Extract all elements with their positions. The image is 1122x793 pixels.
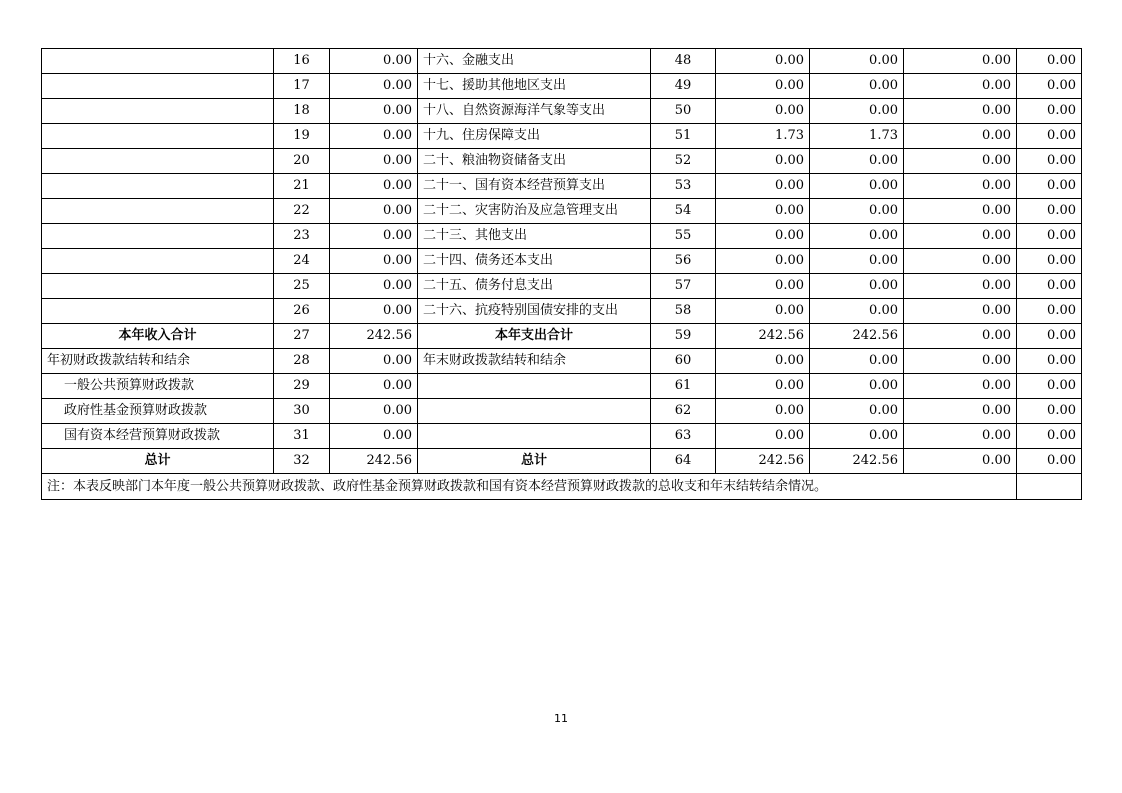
state-capital-cell: 0.00	[1017, 74, 1082, 99]
income-amount-cell: 0.00	[330, 49, 418, 74]
expense-item-cell: 十七、援助其他地区支出	[418, 74, 651, 99]
page-number: 11	[554, 712, 568, 725]
expense-item-cell: 十六、金融支出	[418, 49, 651, 74]
expense-total-cell: 0.00	[716, 224, 810, 249]
income-line-number-cell: 19	[274, 124, 330, 149]
state-capital-cell: 0.00	[1017, 299, 1082, 324]
income-item-cell	[42, 99, 274, 124]
income-line-number-cell: 20	[274, 149, 330, 174]
expense-line-number-cell: 61	[651, 374, 716, 399]
government-fund-cell: 0.00	[904, 99, 1017, 124]
general-budget-cell: 0.00	[810, 249, 904, 274]
expense-total-cell: 0.00	[716, 74, 810, 99]
income-line-number-cell: 16	[274, 49, 330, 74]
expense-line-number-cell: 58	[651, 299, 716, 324]
table-row	[42, 349, 1082, 374]
table-row	[42, 124, 1082, 149]
state-capital-cell: 0.00	[1017, 274, 1082, 299]
state-capital-cell: 0.00	[1017, 349, 1082, 374]
income-line-number-cell: 30	[274, 399, 330, 424]
income-line-number-cell: 18	[274, 99, 330, 124]
government-fund-cell: 0.00	[904, 224, 1017, 249]
income-amount-cell: 0.00	[330, 124, 418, 149]
note-blank-cell	[1017, 474, 1082, 500]
table-note: 注：本表反映部门本年度一般公共预算财政拨款、政府性基金预算财政拨款和国有资本经营预算财政拨款的总收支和年末结转结余情况。	[42, 474, 1017, 500]
income-item-cell	[42, 224, 274, 249]
income-amount-cell: 0.00	[330, 99, 418, 124]
table-row	[42, 199, 1082, 224]
state-capital-cell: 0.00	[1017, 49, 1082, 74]
income-item-cell	[42, 249, 274, 274]
income-line-number-cell: 29	[274, 374, 330, 399]
expense-total-cell: 0.00	[716, 349, 810, 374]
general-budget-cell: 242.56	[810, 449, 904, 474]
state-capital-cell: 0.00	[1017, 399, 1082, 424]
expense-item-cell: 二十四、债务还本支出	[418, 249, 651, 274]
expense-line-number-cell: 59	[651, 324, 716, 349]
government-fund-cell: 0.00	[904, 324, 1017, 349]
expense-item-cell: 本年支出合计	[418, 324, 651, 349]
expense-total-cell: 0.00	[716, 149, 810, 174]
income-line-number-cell: 17	[274, 74, 330, 99]
expense-total-cell: 0.00	[716, 399, 810, 424]
expense-item-cell: 十九、住房保障支出	[418, 124, 651, 149]
income-line-number-cell: 32	[274, 449, 330, 474]
expense-total-cell: 1.73	[716, 124, 810, 149]
government-fund-cell: 0.00	[904, 124, 1017, 149]
expense-total-cell: 0.00	[716, 274, 810, 299]
general-budget-cell: 0.00	[810, 149, 904, 174]
expense-total-cell: 0.00	[716, 299, 810, 324]
state-capital-cell: 0.00	[1017, 424, 1082, 449]
expense-item-cell: 年末财政拨款结转和结余	[418, 349, 651, 374]
table-row	[42, 174, 1082, 199]
income-amount-cell: 0.00	[330, 349, 418, 374]
government-fund-cell: 0.00	[904, 449, 1017, 474]
expense-item-cell	[418, 374, 651, 399]
expense-line-number-cell: 54	[651, 199, 716, 224]
state-capital-cell: 0.00	[1017, 199, 1082, 224]
expense-line-number-cell: 56	[651, 249, 716, 274]
table-row	[42, 74, 1082, 99]
expense-line-number-cell: 52	[651, 149, 716, 174]
expense-line-number-cell: 53	[651, 174, 716, 199]
state-capital-cell: 0.00	[1017, 174, 1082, 199]
expense-total-cell: 0.00	[716, 174, 810, 199]
expense-line-number-cell: 63	[651, 424, 716, 449]
government-fund-cell: 0.00	[904, 424, 1017, 449]
table-row	[42, 399, 1082, 424]
expense-total-cell: 0.00	[716, 199, 810, 224]
expense-item-cell	[418, 424, 651, 449]
income-amount-cell: 242.56	[330, 449, 418, 474]
expense-total-cell: 0.00	[716, 374, 810, 399]
state-capital-cell: 0.00	[1017, 324, 1082, 349]
income-item-cell: 总计	[42, 449, 274, 474]
state-capital-cell: 0.00	[1017, 224, 1082, 249]
income-item-cell: 一般公共预算财政拨款	[42, 374, 274, 399]
income-line-number-cell: 24	[274, 249, 330, 274]
note-row	[42, 474, 1082, 500]
table-row	[42, 324, 1082, 349]
government-fund-cell: 0.00	[904, 374, 1017, 399]
expense-line-number-cell: 55	[651, 224, 716, 249]
general-budget-cell: 0.00	[810, 199, 904, 224]
income-line-number-cell: 26	[274, 299, 330, 324]
general-budget-cell: 0.00	[810, 299, 904, 324]
general-budget-cell: 0.00	[810, 349, 904, 374]
table-body	[42, 49, 1082, 474]
income-item-cell	[42, 49, 274, 74]
government-fund-cell: 0.00	[904, 349, 1017, 374]
expense-line-number-cell: 62	[651, 399, 716, 424]
government-fund-cell: 0.00	[904, 399, 1017, 424]
general-budget-cell: 242.56	[810, 324, 904, 349]
table-row	[42, 49, 1082, 74]
table-row	[42, 149, 1082, 174]
expense-total-cell: 0.00	[716, 249, 810, 274]
income-amount-cell: 0.00	[330, 224, 418, 249]
general-budget-cell: 0.00	[810, 49, 904, 74]
income-line-number-cell: 22	[274, 199, 330, 224]
income-amount-cell: 242.56	[330, 324, 418, 349]
income-item-cell	[42, 199, 274, 224]
expense-line-number-cell: 50	[651, 99, 716, 124]
general-budget-cell: 0.00	[810, 374, 904, 399]
expense-item-cell: 二十三、其他支出	[418, 224, 651, 249]
expense-item-cell: 十八、自然资源海洋气象等支出	[418, 99, 651, 124]
general-budget-cell: 0.00	[810, 424, 904, 449]
income-item-cell: 国有资本经营预算财政拨款	[42, 424, 274, 449]
income-line-number-cell: 31	[274, 424, 330, 449]
expense-line-number-cell: 51	[651, 124, 716, 149]
table-row	[42, 224, 1082, 249]
expense-item-cell: 二十、粮油物资储备支出	[418, 149, 651, 174]
expense-total-cell: 0.00	[716, 49, 810, 74]
expense-item-cell: 二十六、抗疫特别国债安排的支出	[418, 299, 651, 324]
income-item-cell	[42, 74, 274, 99]
state-capital-cell: 0.00	[1017, 149, 1082, 174]
government-fund-cell: 0.00	[904, 249, 1017, 274]
income-line-number-cell: 21	[274, 174, 330, 199]
general-budget-cell: 0.00	[810, 274, 904, 299]
government-fund-cell: 0.00	[904, 299, 1017, 324]
general-budget-cell: 0.00	[810, 74, 904, 99]
income-line-number-cell: 27	[274, 324, 330, 349]
income-line-number-cell: 23	[274, 224, 330, 249]
income-amount-cell: 0.00	[330, 399, 418, 424]
expense-item-cell: 二十一、国有资本经营预算支出	[418, 174, 651, 199]
income-item-cell	[42, 274, 274, 299]
income-amount-cell: 0.00	[330, 149, 418, 174]
general-budget-cell: 0.00	[810, 399, 904, 424]
table-row	[42, 249, 1082, 274]
expense-item-cell: 二十二、灾害防治及应急管理支出	[418, 199, 651, 224]
expense-item-cell	[418, 399, 651, 424]
general-budget-cell: 0.00	[810, 99, 904, 124]
expense-total-cell: 0.00	[716, 99, 810, 124]
income-amount-cell: 0.00	[330, 424, 418, 449]
income-item-cell	[42, 174, 274, 199]
income-line-number-cell: 28	[274, 349, 330, 374]
table-row	[42, 299, 1082, 324]
table-row	[42, 274, 1082, 299]
table-row	[42, 424, 1082, 449]
income-amount-cell: 0.00	[330, 274, 418, 299]
table-row	[42, 374, 1082, 399]
income-amount-cell: 0.00	[330, 249, 418, 274]
general-budget-cell: 0.00	[810, 224, 904, 249]
expense-total-cell: 242.56	[716, 324, 810, 349]
income-item-cell: 政府性基金预算财政拨款	[42, 399, 274, 424]
government-fund-cell: 0.00	[904, 74, 1017, 99]
government-fund-cell: 0.00	[904, 274, 1017, 299]
general-budget-cell: 1.73	[810, 124, 904, 149]
expense-total-cell: 242.56	[716, 449, 810, 474]
government-fund-cell: 0.00	[904, 49, 1017, 74]
table-row	[42, 99, 1082, 124]
expense-total-cell: 0.00	[716, 424, 810, 449]
income-item-cell	[42, 299, 274, 324]
income-amount-cell: 0.00	[330, 199, 418, 224]
government-fund-cell: 0.00	[904, 174, 1017, 199]
expense-line-number-cell: 64	[651, 449, 716, 474]
state-capital-cell: 0.00	[1017, 99, 1082, 124]
table-row	[42, 449, 1082, 474]
income-item-cell	[42, 124, 274, 149]
expense-line-number-cell: 49	[651, 74, 716, 99]
income-amount-cell: 0.00	[330, 174, 418, 199]
income-amount-cell: 0.00	[330, 374, 418, 399]
expense-item-cell: 二十五、债务付息支出	[418, 274, 651, 299]
income-item-cell: 本年收入合计	[42, 324, 274, 349]
government-fund-cell: 0.00	[904, 149, 1017, 174]
state-capital-cell: 0.00	[1017, 374, 1082, 399]
government-fund-cell: 0.00	[904, 199, 1017, 224]
expense-line-number-cell: 48	[651, 49, 716, 74]
income-line-number-cell: 25	[274, 274, 330, 299]
general-budget-cell: 0.00	[810, 174, 904, 199]
state-capital-cell: 0.00	[1017, 124, 1082, 149]
expense-line-number-cell: 57	[651, 274, 716, 299]
expense-line-number-cell: 60	[651, 349, 716, 374]
income-amount-cell: 0.00	[330, 74, 418, 99]
fiscal-appropriation-table	[41, 48, 1082, 500]
state-capital-cell: 0.00	[1017, 449, 1082, 474]
state-capital-cell: 0.00	[1017, 249, 1082, 274]
income-item-cell	[42, 149, 274, 174]
expense-item-cell: 总计	[418, 449, 651, 474]
income-amount-cell: 0.00	[330, 299, 418, 324]
income-item-cell: 年初财政拨款结转和结余	[42, 349, 274, 374]
